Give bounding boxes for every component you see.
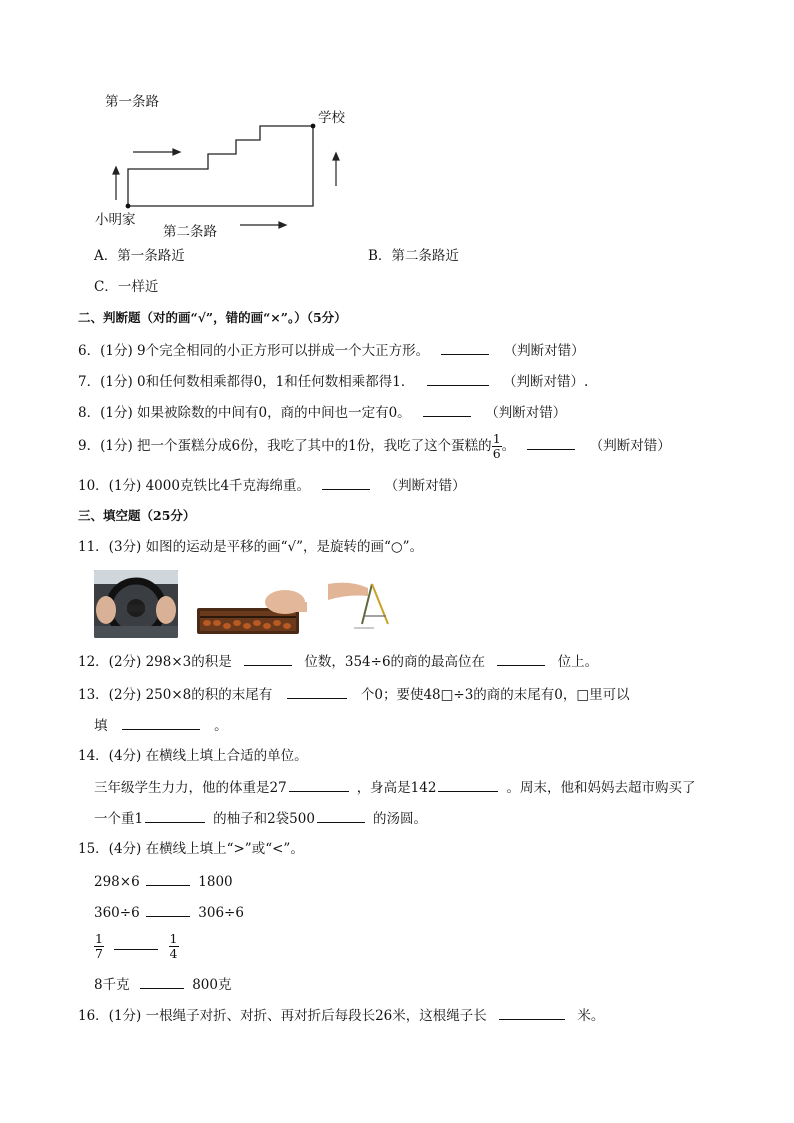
q13-text-part3: 填	[94, 718, 108, 734]
home-label: 小明家	[95, 212, 136, 228]
q16-text-part2: 米。	[577, 1008, 605, 1024]
q14-text-2a: 一个重1	[94, 811, 144, 827]
arrow-right-upper	[133, 149, 180, 155]
school-point	[311, 124, 316, 129]
q14-blank-height[interactable]	[438, 777, 498, 792]
q7-suffix: （判断对错）.	[502, 374, 589, 390]
q15-fraction-1	[94, 932, 104, 961]
steering-wheel-photo	[94, 570, 178, 638]
question-6	[78, 340, 585, 361]
question-12	[78, 651, 598, 672]
home-point	[126, 204, 131, 209]
q13-text-part1: 13．(2分) 250×8的积的末尾有	[78, 687, 273, 703]
q9-answer-blank[interactable]	[527, 435, 575, 450]
q15-f1-denominator: 7	[95, 946, 103, 961]
option-a: A．第一条路近	[94, 248, 185, 264]
q14-text-2b: 的柚子和2袋500	[213, 811, 315, 827]
section2-title: 二、判断题（对的画“√”，错的画“×”。）（5分）	[78, 310, 347, 325]
question-14-line1	[94, 777, 695, 798]
q10-answer-blank[interactable]	[322, 475, 370, 490]
q10-suffix: （判断对错）	[384, 478, 466, 494]
arrow-right-lower	[240, 222, 286, 228]
q13-blank-1[interactable]	[287, 684, 347, 699]
compass-drawing-photo	[328, 580, 396, 632]
question-14-title: 14．(4分) 在横线上填上合适的单位。	[78, 748, 308, 764]
q14-blank-weight[interactable]	[289, 777, 349, 792]
option-c: C．一样近	[94, 279, 159, 295]
question-11: 11．(3分) 如图的运动是平移的画“√”，是旋转的画“○”。	[78, 539, 424, 555]
road2-label: 第二条路	[163, 224, 217, 240]
q15-row4-blank[interactable]	[140, 974, 184, 989]
q12-blank-1[interactable]	[244, 651, 292, 666]
second-road-path	[128, 126, 313, 206]
q13-text-part2: 个0；要使48□÷3的商的末尾有0，□里可以	[360, 687, 630, 703]
option-b: B．第二条路近	[368, 248, 459, 264]
q15-row1-left: 298×6	[94, 874, 140, 890]
q15-row1-blank[interactable]	[146, 871, 190, 886]
q15-f1-numerator: 1	[95, 931, 103, 946]
q13-blank-2[interactable]	[122, 715, 200, 730]
q12-text-part2: 位数，354÷6的商的最高位在	[304, 654, 486, 670]
q14-blank-tangyuan[interactable]	[317, 808, 365, 823]
q14-text-1c: 。周末，他和妈妈去超市购买了	[506, 780, 696, 796]
q15-row4-left: 8千克	[94, 977, 130, 993]
q9-fraction	[492, 432, 502, 461]
q14-blank-pomelo[interactable]	[145, 808, 205, 823]
road1-label: 第一条路	[105, 94, 159, 110]
q15-row-2	[94, 902, 244, 923]
q14-text-1a: 三年级学生力力，他的体重是27	[94, 780, 287, 796]
question-13-line2	[94, 715, 228, 736]
q8-text: 8．(1分) 如果被除数的中间有0，商的中间也一定有0。	[78, 405, 411, 421]
school-label: 学校	[318, 110, 345, 126]
q9-period: 。	[501, 438, 516, 454]
q15-row3-blank[interactable]	[114, 935, 158, 950]
question-10	[78, 475, 466, 496]
q14-text-2c: 的汤圆。	[372, 811, 427, 827]
q16-answer-blank[interactable]	[499, 1005, 565, 1020]
q12-blank-2[interactable]	[497, 651, 545, 666]
q15-f2-numerator: 1	[169, 931, 178, 946]
q9-text: 9．(1分) 把一个蛋糕分成6份，我吃了其中的1份，我吃了这个蛋糕的	[78, 438, 492, 454]
q6-suffix: （判断对错）	[503, 343, 585, 359]
q15-row2-left: 360÷6	[94, 905, 140, 921]
abacus-photo	[195, 588, 307, 638]
q15-row4-right: 800克	[192, 977, 232, 993]
first-road-staircase	[128, 126, 313, 206]
q15-row-4	[94, 974, 231, 995]
q6-answer-blank[interactable]	[441, 340, 489, 355]
arrow-up-right	[333, 153, 339, 186]
q9-fraction-denominator: 6	[492, 446, 501, 461]
q15-row2-right: 306÷6	[198, 905, 244, 921]
q14-text-1b: ，身高是142	[356, 780, 437, 796]
q9-fraction-numerator: 1	[492, 431, 501, 446]
q15-row-3	[94, 930, 179, 962]
q15-row2-blank[interactable]	[146, 902, 190, 917]
q6-text: 6．(1分) 9个完全相同的小正方形可以拼成一个大正方形。	[78, 343, 430, 359]
q9-suffix: （判断对错）	[589, 438, 671, 454]
question-8	[78, 402, 566, 423]
q12-text-part3: 位上。	[557, 654, 599, 670]
question-9	[78, 432, 671, 461]
question-15-title: 15．(4分) 在横线上填上“>”或“<”。	[78, 841, 304, 857]
q8-answer-blank[interactable]	[423, 402, 471, 417]
q7-text: 7．(1分) 0和任何数相乘都得0，1和任何数相乘都得1．	[78, 374, 415, 390]
q13-text-part4: 。	[214, 718, 228, 734]
q8-suffix: （判断对错）	[485, 405, 567, 421]
q10-text: 10．(1分) 4000克铁比4千克海绵重。	[78, 478, 311, 494]
q15-row-1	[94, 871, 233, 892]
section3-title: 三、填空题（25分）	[78, 508, 196, 523]
q15-row1-right: 1800	[198, 874, 233, 890]
question-14-line2	[94, 808, 427, 829]
q15-f2-denominator: 4	[169, 946, 178, 961]
q16-text-part1: 16．(1分) 一根绳子对折、对折、再对折后每段长26米，这根绳子长	[78, 1008, 487, 1024]
q15-fraction-2	[169, 932, 179, 961]
question-16	[78, 1005, 604, 1026]
question-13	[78, 684, 630, 705]
q7-answer-blank[interactable]	[427, 371, 489, 386]
q12-text-part1: 12．(2分) 298×3的积是	[78, 654, 232, 670]
question-7	[78, 371, 588, 392]
arrow-up-left	[113, 167, 119, 200]
